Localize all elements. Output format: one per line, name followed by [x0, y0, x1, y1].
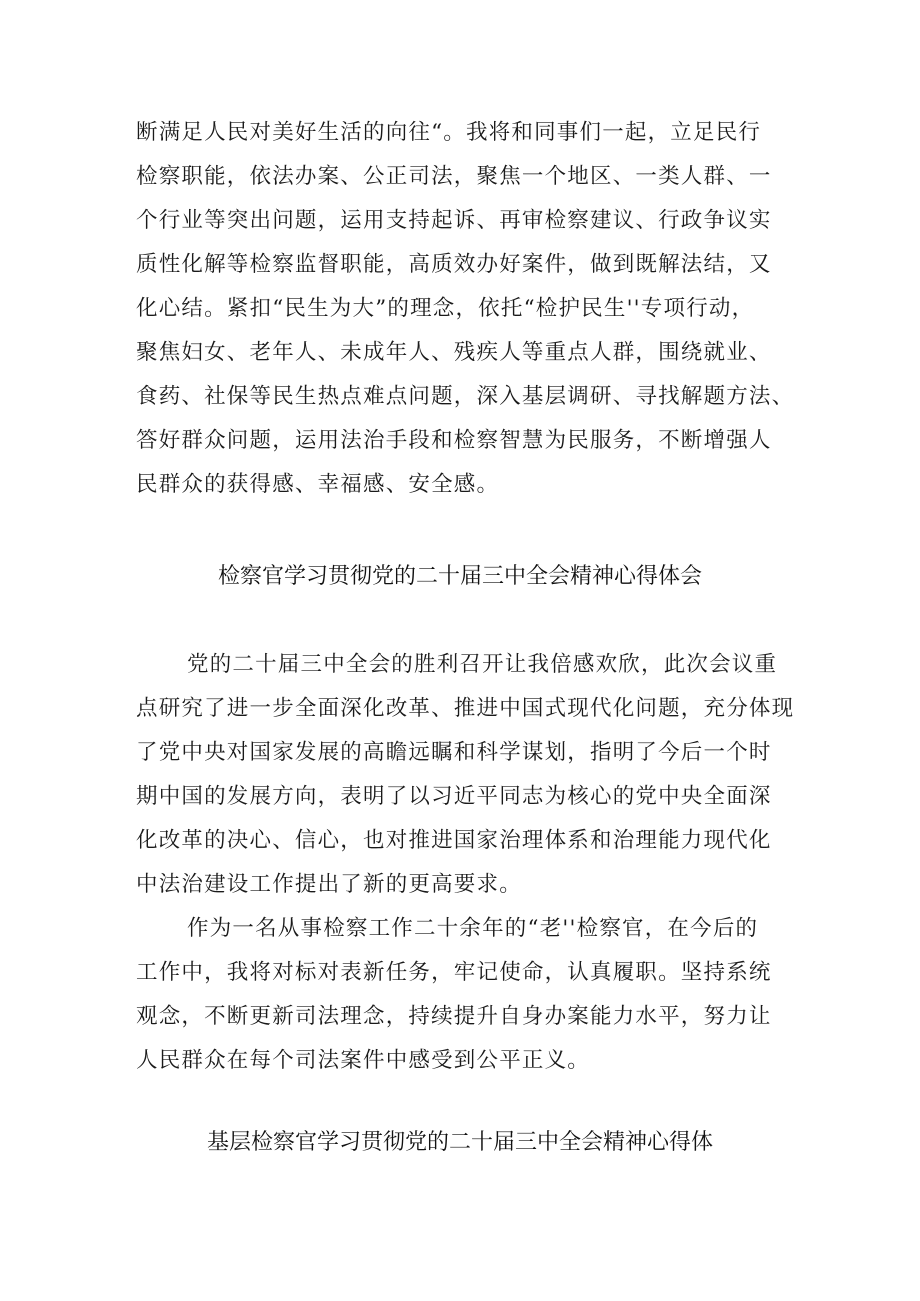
- paragraph-line: 民群众的获得感、幸福感、安全感。: [136, 472, 500, 497]
- paragraph-line: 化改革的决心、信心，也对推进国家治理体系和治理能力现代化: [136, 828, 772, 853]
- paragraph-line: 观念，不断更新司法理念，持续提升自身办案能力水平，努力让: [136, 1004, 772, 1029]
- paragraph-line: 化心结。紧扣“民生为大”的理念，依托“检护民生''专项行动，: [136, 296, 755, 321]
- paragraph-line: 了党中央对国家发展的高瞻远瞩和科学谋划，指明了今后一个时: [136, 740, 772, 765]
- section-heading: 基层检察官学习贯彻党的二十届三中全会精神心得体: [206, 1130, 713, 1155]
- paragraph-line: 检察职能，依法办案、公正司法，聚焦一个地区、一类人群、一: [136, 164, 772, 189]
- paragraph-line: 中法治建设工作提出了新的更高要求。: [136, 872, 522, 897]
- paragraph-line: 断满足人民对美好生活的向往“。我将和同事们一起，立足民行: [136, 120, 762, 145]
- paragraph-line: 答好群众问题，运用法治手段和检察智慧为民服务，不断增强人: [136, 428, 772, 453]
- paragraph-line: 人民群众在每个司法案件中感受到公平正义。: [136, 1048, 591, 1073]
- paragraph-line: 期中国的发展方向，表明了以习近平同志为核心的党中央全面深: [136, 784, 772, 809]
- paragraph-line: 个行业等突出问题，运用支持起诉、再审检察建议、行政争议实: [136, 208, 772, 233]
- section-heading: 检察官学习贯彻党的二十届三中全会精神心得体会: [217, 564, 702, 589]
- paragraph-line: 质性化解等检察监督职能，高质效办好案件，做到既解法结，又: [136, 252, 772, 277]
- paragraph-line: 点研究了进一步全面深化改革、推进中国式现代化问题，充分体现: [136, 696, 795, 721]
- paragraph-line: 工作中，我将对标对表新任务，牢记使命，认真履职。坚持系统: [136, 960, 772, 985]
- paragraph-line: 作为一名从事检察工作二十余年的“老''检察官，在今后的: [187, 916, 759, 941]
- paragraph-line: 聚焦妇女、老年人、未成年人、残疾人等重点人群，围绕就业、: [136, 340, 772, 365]
- paragraph-line: 食药、社保等民生热点难点问题，深入基层调研、寻找解题方法、: [136, 384, 795, 409]
- paragraph-line: 党的二十届三中全会的胜利召开让我倍感欢欣，此次会议重: [187, 652, 778, 677]
